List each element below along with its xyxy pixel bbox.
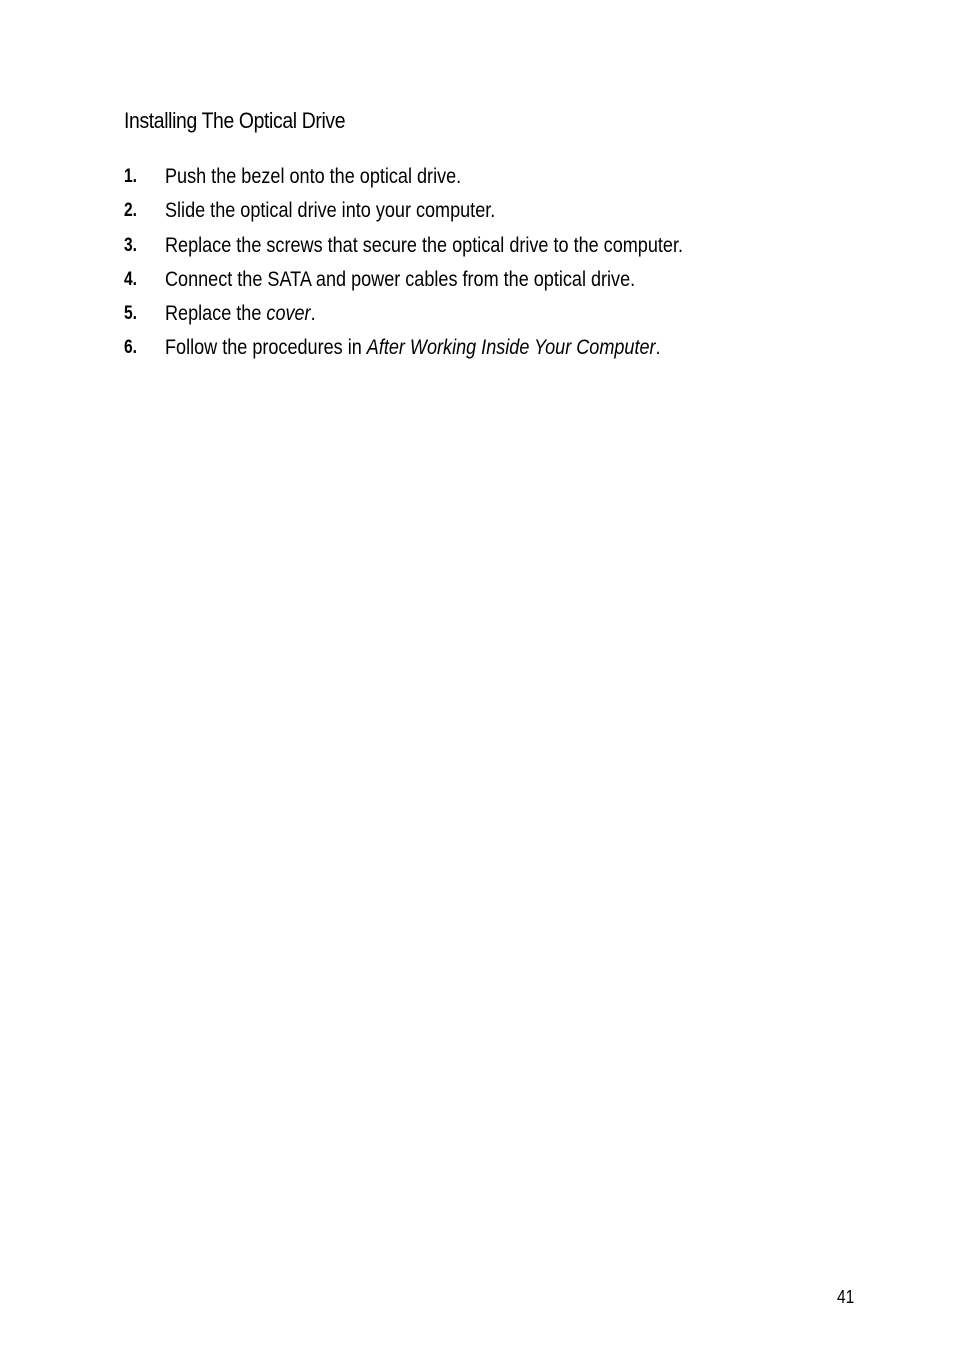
step-text: Connect the SATA and power cables from the optical drive. (165, 267, 636, 291)
section-heading: Installing The Optical Drive (124, 108, 346, 133)
step-number: 5. (124, 303, 138, 325)
cover-link[interactable]: cover (266, 302, 311, 326)
step-item (124, 299, 884, 333)
step-text: Push the bezel onto the optical drive. (165, 165, 462, 188)
step-item (124, 333, 884, 367)
step-text: Slide the optical drive into your computer. (165, 199, 496, 223)
procedure-steps (124, 162, 884, 368)
step-number: 2. (124, 200, 138, 222)
step-number: 6. (124, 337, 138, 359)
step-item (124, 196, 884, 230)
step-number: 1. (124, 166, 138, 187)
step-number: 3. (124, 234, 138, 256)
step-item (124, 231, 884, 265)
step-text: Follow the procedures in After Working Inside Your Computer. (165, 336, 661, 360)
step-item (124, 162, 884, 196)
step-text: Replace the cover. (165, 302, 316, 326)
after-working-inside-link[interactable]: After Working Inside Your Computer (366, 336, 656, 360)
step-text: Replace the screws that secure the optical drive to the computer. (165, 233, 684, 257)
page-number: 41 (837, 1287, 855, 1307)
step-item (124, 265, 884, 299)
step-number: 4. (124, 268, 138, 290)
